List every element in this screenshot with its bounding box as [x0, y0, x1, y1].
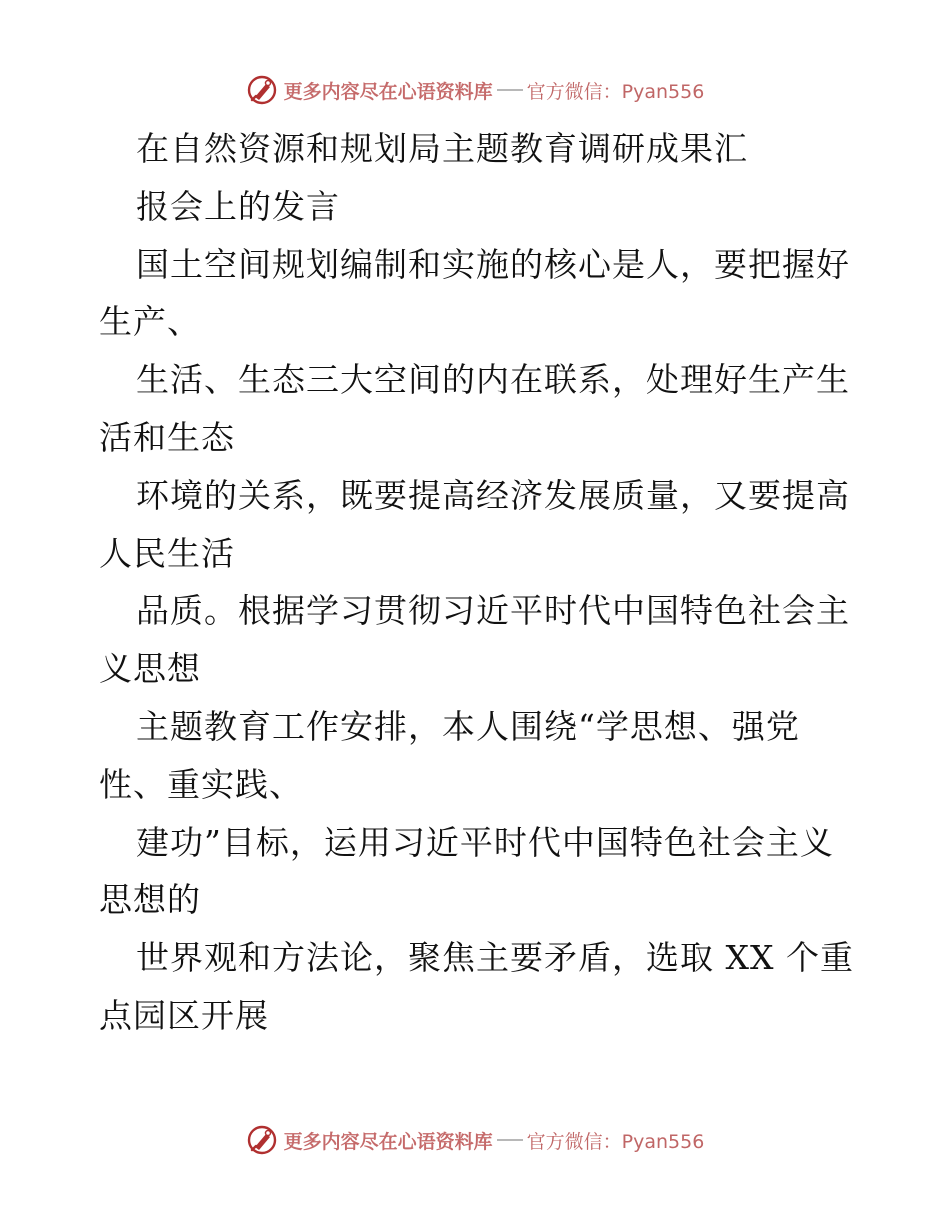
footer-watermark-banner — [0, 1120, 950, 1160]
paragraph-line: 性、重实践、 — [99, 764, 303, 804]
paragraph-line: 生产、 — [99, 302, 201, 342]
banner-main-text: 更多内容尽在心语资料库 — [283, 80, 493, 103]
banner-main-text: 更多内容尽在心语资料库 — [283, 1130, 493, 1153]
doc-title-line-2: 报会上的发言 — [136, 186, 340, 226]
paragraph-line: 建功”目标，运用习近平时代中国特色社会主义 — [136, 822, 834, 862]
paragraph-line: 活和生态 — [99, 417, 235, 457]
document-body — [99, 120, 859, 1045]
pen-logo-icon — [246, 1124, 278, 1156]
paragraph-line: 思想的 — [99, 880, 201, 920]
banner-sub-text: 官方微信：Pyan556 — [526, 1130, 705, 1153]
paragraph-line: 义思想 — [99, 649, 201, 689]
paragraph-line: 世界观和方法论，聚焦主要矛盾，选取 XX 个重 — [136, 938, 854, 978]
pen-logo-icon — [246, 74, 278, 106]
paragraph-line: 人民生活 — [99, 533, 235, 573]
paragraph-line: 生活、生态三大空间的内在联系，处理好生产生 — [136, 360, 850, 400]
paragraph-line: 主题教育工作安排，本人围绕“学思想、强党 — [136, 706, 800, 746]
paragraph-line: 国土空间规划编制和实施的核心是人，要把握好 — [136, 244, 850, 284]
banner-dash — [497, 89, 523, 91]
header-watermark-banner — [0, 70, 950, 110]
paragraph-line: 品质。根据学习贯彻习近平时代中国特色社会主 — [136, 591, 850, 631]
banner-sub-text: 官方微信：Pyan556 — [526, 80, 705, 103]
doc-title-line-1: 在自然资源和规划局主题教育调研成果汇 — [136, 129, 748, 168]
paragraph-line: 环境的关系，既要提高经济发展质量，又要提高 — [136, 475, 850, 515]
paragraph-line: 点园区开展 — [99, 995, 269, 1035]
banner-dash — [497, 1139, 523, 1141]
